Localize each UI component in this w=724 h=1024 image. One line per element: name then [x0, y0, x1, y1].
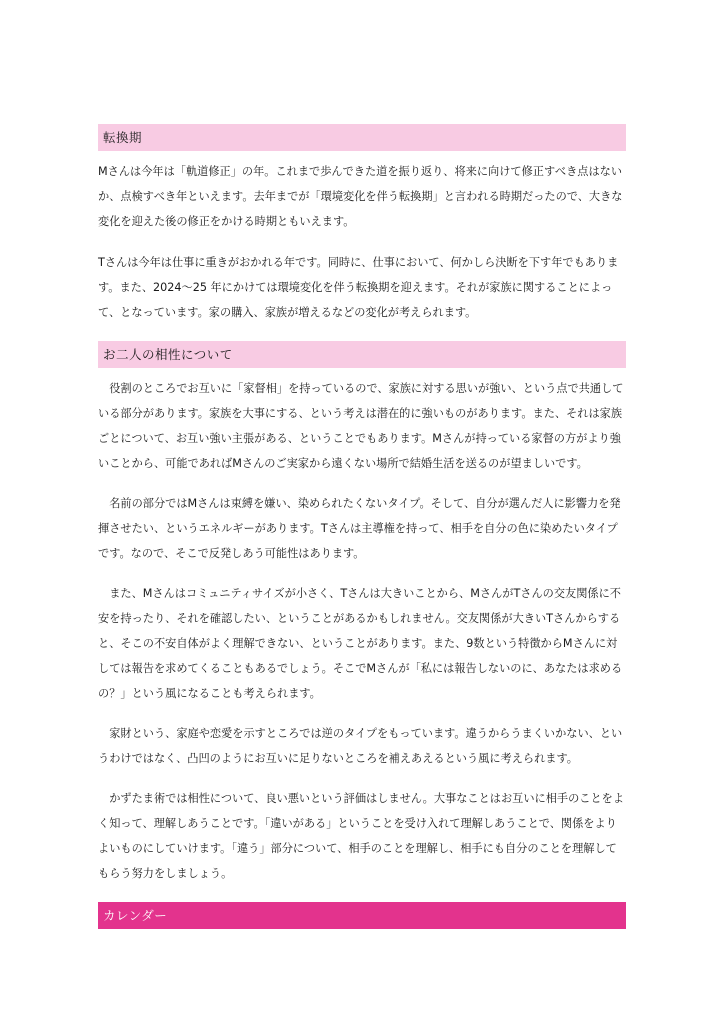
section-header-compatibility: お二人の相性について — [98, 341, 626, 368]
paragraph-compatibility-property: 家財という、家庭や恋愛を示すところでは逆のタイプをもっています。違うからうまくいかない、というわけではなく、凸凹のようにお互いに足りないところを補えあえるという風に考えられます。 — [98, 727, 623, 765]
section-header-calendar: カレンダー — [98, 902, 626, 929]
paragraph-compatibility-name: 名前の部分ではMさんは束縛を嫌い、染められたくないタイプ。そして、自分が選んだ人に影響力を発揮させたい、というエネルギーがあります。Tさんは主導権を持って、相手を自分の色に染めたいタイプです。なので、そこで反発しあう可能性はあります。 — [98, 497, 621, 560]
paragraph-compatibility-summary: かずたま術では相性について、良い悪いという評価はしません。大事なことはお互いに相手のことをよく知って、理解しあうことです。「違いがある」ということを受け入れて理解しあうことで、関係をよりよいものにしていけます。「違う」部分について、相手のことを理解し、相手にも自分のことを理解してもらう努力をしましょう。 — [98, 792, 625, 880]
paragraph-compatibility-family: 役割のところでお互いに「家督相」を持っているので、家族に対する思いが強い、という点で共通している部分があります。家族を大事にする、という考えは潜在的に強いものがあります。また、それは家族ごとについて、お互い強い主張がある、ということでもあります。Mさんが持っている家督の方がより強いことから、可能であればMさんのご実家から遠くない場所で結婚生活を送るのが望ましいです。 — [98, 382, 624, 470]
paragraph-m-turning-point: Mさんは今年は「軌道修正」の年。これまで歩んできた道を振り返り、将来に向けて修正すべき点はないか、点検すべき年といえます。去年までが「環境変化を伴う転換期」と言われる時期だったので、大きな変化を迎えた後の修正をかける時期ともいえます。 — [98, 165, 623, 228]
paragraph-compatibility-community: また、Mさんはコミュニティサイズが小さく、Tさんは大きいことから、MさんがTさんの交友関係に不安を持ったり、それを確認したい、ということがあるかもしれません。交友関係が大きいTさんからすると、そこの不安自体がよく理解できない、ということがあります。また、9数という特徴からMさんに対しては報告を求めてくることもあるでしょう。そこでMさんが「私には報告しないのに、あなたは求めるの？」という風になることも考えられます。 — [98, 587, 623, 700]
section-header-turning-point: 転換期 — [98, 124, 626, 151]
document-page — [98, 124, 626, 929]
paragraph-t-turning-point: Tさんは今年は仕事に重きがおかれる年です。同時に、仕事において、何かしら決断を下す年でもあります。また、2024～25 年にかけては環境変化を伴う転換期を迎えます。それが家族に関することによって、となっています。家の購入、家族が増えるなどの変化が考えられます。 — [98, 256, 619, 319]
